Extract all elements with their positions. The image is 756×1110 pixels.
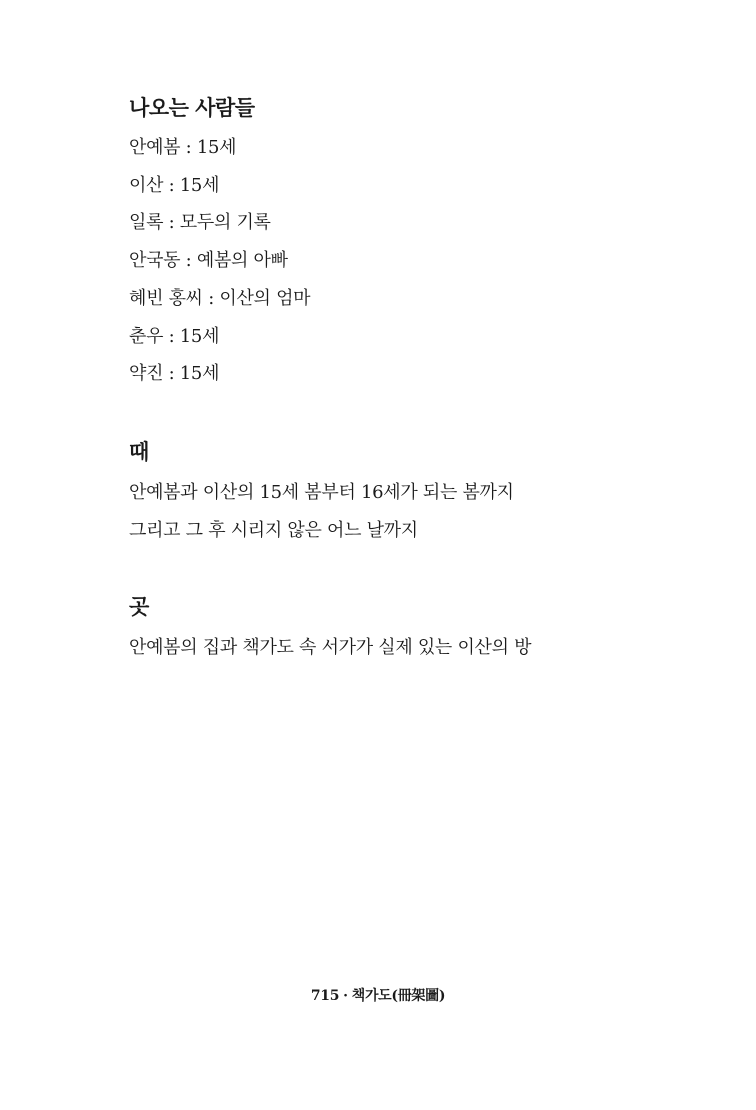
page-footer [0,984,756,1008]
time-line: 안예봄과 이산의 15세 봄부터 16세가 되는 봄까지 [129,482,514,503]
footer-separator: · [343,988,348,1004]
place-section [129,593,696,667]
time-line: 그리고 그 후 시리지 않은 어느 날까지 [129,519,418,541]
page-number: 715 [310,988,340,1004]
book-title: 책가도(冊架圖) [351,988,446,1004]
character-line: 춘우 : 15세 [129,325,220,347]
place-heading: 곳 [129,595,149,619]
character-line: 혜빈 홍씨 : 이산의 엄마 [129,287,311,309]
character-line: 일록 : 모두의 기록 [129,212,271,234]
character-line: 안예봄 : 15세 [129,137,237,158]
characters-heading: 나오는 사람들 [129,96,255,120]
place-line: 안예봄의 집과 책가도 속 서가가 실제 있는 이산의 방 [129,637,532,658]
place-text [129,629,696,667]
character-line: 이산 : 15세 [129,174,220,196]
time-heading: 때 [129,440,149,464]
character-line: 안국동 : 예봄의 아빠 [129,250,288,272]
character-line: 약진 : 15세 [129,363,220,385]
characters-section [129,94,696,393]
characters-list [129,129,696,393]
time-section [129,438,696,549]
time-text [129,474,696,549]
